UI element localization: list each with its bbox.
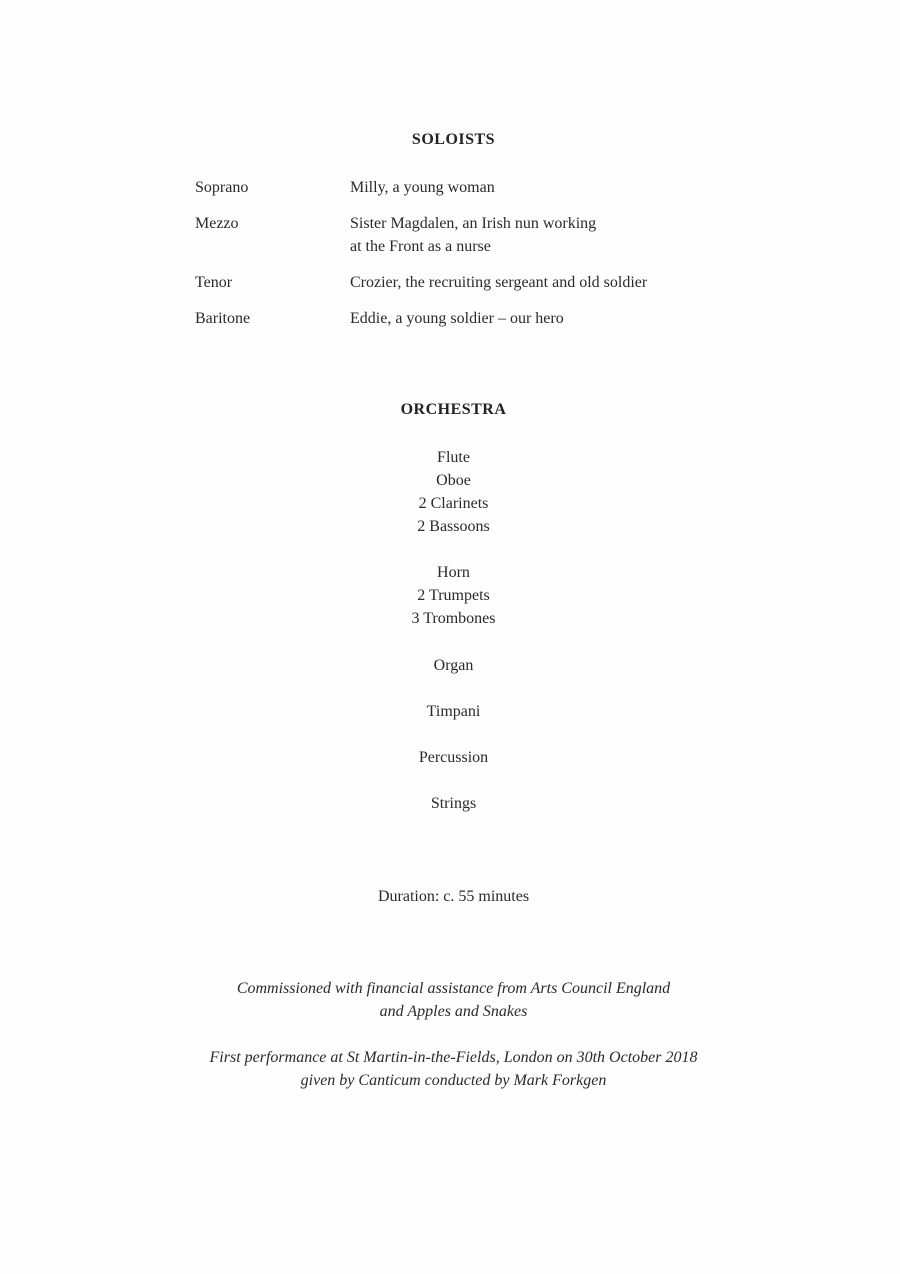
instrument-oboe: Oboe — [436, 472, 471, 489]
soloist-role-tenor: Tenor — [195, 274, 233, 291]
orchestra-heading: ORCHESTRA — [400, 401, 507, 418]
soloist-desc-mezzo-line1: Sister Magdalen, an Irish nun working — [350, 215, 597, 232]
instrument-trumpets: 2 Trumpets — [417, 587, 490, 604]
soloist-role-soprano: Soprano — [195, 179, 249, 196]
premiere-line-2: given by Canticum conducted by Mark Forkgen — [300, 1072, 607, 1089]
premiere-line-1: First performance at St Martin-in-the-Fields, London on 30th October 2018 — [209, 1049, 698, 1066]
instrument-flute: Flute — [437, 449, 470, 466]
instrument-trombones: 3 Trombones — [411, 610, 496, 627]
soloists-heading: SOLOISTS — [411, 131, 496, 148]
instrument-timpani: Timpani — [426, 703, 481, 720]
duration-text: Duration: c. 55 minutes — [377, 888, 530, 905]
soloist-desc-baritone: Eddie, a young soldier – our hero — [350, 310, 564, 327]
instrument-clarinets: 2 Clarinets — [418, 495, 489, 512]
instrument-horn: Horn — [437, 564, 470, 581]
commission-line-1: Commissioned with financial assistance from Arts Council England — [236, 980, 671, 997]
instrument-percussion: Percussion — [418, 749, 489, 766]
instrument-organ: Organ — [433, 657, 474, 674]
instrument-bassoons: 2 Bassoons — [417, 518, 490, 535]
soloist-desc-soprano: Milly, a young woman — [350, 179, 495, 196]
soloist-desc-tenor: Crozier, the recruiting sergeant and old soldier — [350, 274, 648, 291]
commission-line-2: and Apples and Snakes — [379, 1003, 528, 1020]
soloist-role-baritone: Baritone — [195, 310, 251, 327]
instrument-strings: Strings — [430, 795, 477, 812]
soloist-desc-mezzo-line2: at the Front as a nurse — [350, 238, 491, 255]
soloist-role-mezzo: Mezzo — [195, 215, 239, 232]
